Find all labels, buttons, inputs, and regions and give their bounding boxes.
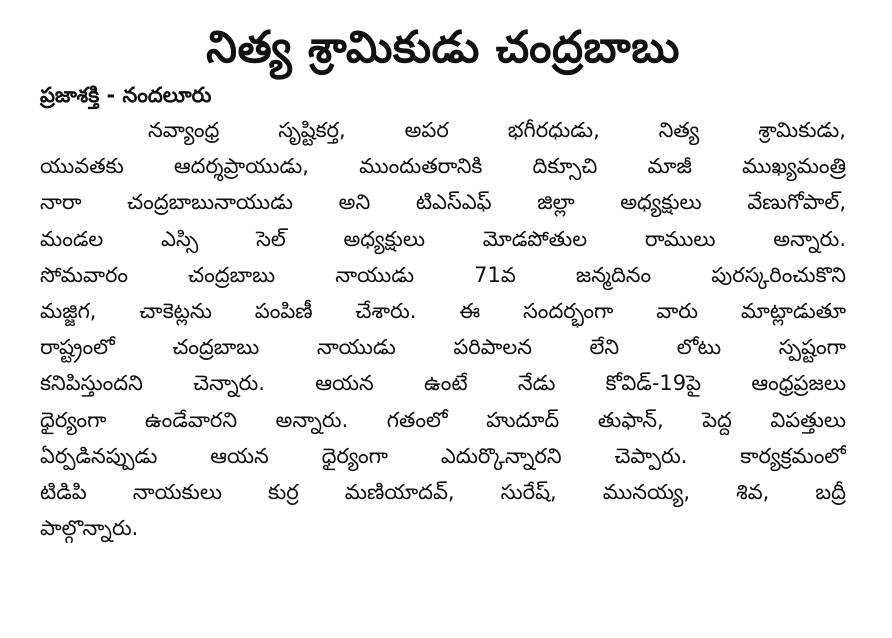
body-line: మజ్జిగ, చాకెట్లను పంపిణీ చేశారు. ఈ సందర్భంగా వారు మాట్లాడుతూ <box>40 298 846 323</box>
body-line: టిడిపి నాయకులు కుర్ర మణియాదవ్, సురేష్, మునయ్య, శివ, బద్రీ <box>40 479 846 504</box>
article-headline: నిత్య శ్రామికుడు చంద్రబాబు <box>206 22 680 73</box>
news-article <box>0 20 892 638</box>
body-line: నారా చంద్రబాబునాయుడు అని టిఎస్ఎఫ్ జిల్లా అధ్యక్షులు వేణుగోపాల్, <box>40 190 846 215</box>
body-line: రాష్ట్రంలో చంద్రబాబు నాయుడు పరిపాలన లేని లోటు స్పష్టంగా <box>40 335 846 360</box>
body-line: సోమవారం చంద్రబాబు నాయుడు 71వ జన్మదినం పురస్కరించుకొని <box>40 262 846 287</box>
article-byline: ప్రజాశక్తి - నందలూరు <box>40 83 212 107</box>
article-body <box>40 112 846 546</box>
body-line: కనిపిస్తుందని చెన్నారు. ఆయన ఉంటే నేడు కోవిడ్-19పై ఆంధ్రప్రజలు <box>40 371 846 396</box>
body-line: పాల్గొన్నారు. <box>40 516 139 541</box>
body-line: మండల ఎస్సి సెల్ అధ్యక్షులు మోడపోతుల రాములు అన్నారు. <box>40 226 846 251</box>
body-line: ఏర్పడినప్పుడు ఆయన ధైర్యంగా ఎదుర్కొన్నారని చెప్పారు. కార్యక్రమంలో <box>40 443 846 468</box>
body-line: యువతకు ఆదర్శప్రాయుడు, ముందుతరానికి దిక్సూచి మాజీ ముఖ్యమంత్రి <box>40 154 846 179</box>
body-line: ధైర్యంగా ఉండేవారని అన్నారు. గతంలో హుదూద్ తుఫాన్, పెద్ద విపత్తులు <box>40 407 846 432</box>
body-line: నవ్యాంధ్ర సృష్టికర్త, అపర భగీరధుడు, నిత్య శ్రామికుడు, <box>148 118 846 142</box>
